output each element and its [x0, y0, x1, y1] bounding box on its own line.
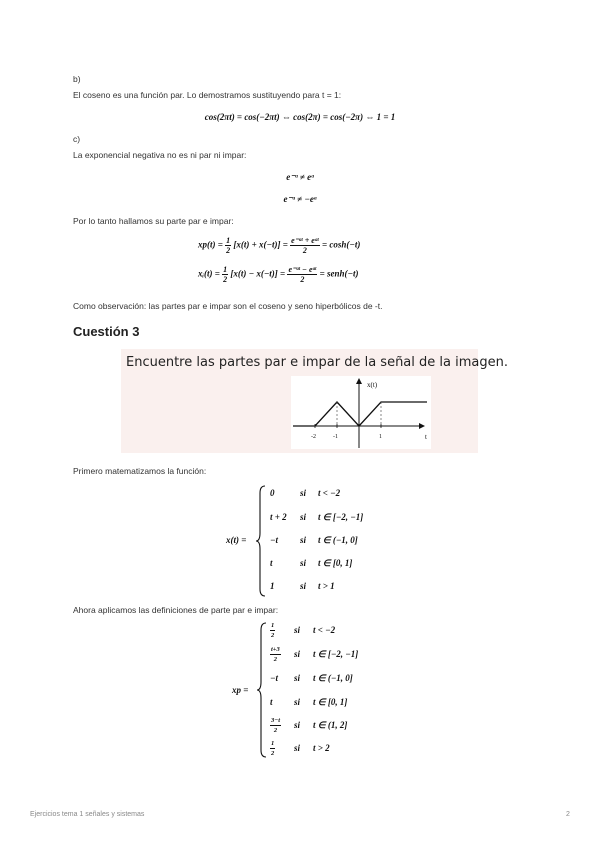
section-c-text: La exponencial negativa no es ni par ni impar:	[73, 150, 247, 160]
xp-case-cond: t ∈ (−1, 0]	[313, 673, 353, 683]
xp-case-si: si	[294, 673, 301, 683]
x-axis-arrow	[356, 378, 362, 384]
xp-fraction: $\frac{\text{e⁻ᵅᵗ + eᵅᵗ}}{2}$	[291, 236, 319, 255]
xp-formula	[198, 236, 360, 255]
x-case-value: −t	[270, 535, 278, 545]
xp-piecewise-lhs: xp =	[232, 685, 249, 695]
x-case-value: t	[270, 558, 273, 568]
xi-bracket: [x(t) − x(−t)] =	[230, 268, 286, 279]
section-b-text: El coseno es una función par. Lo demostramos sustituyendo para t = 1:	[73, 90, 342, 100]
cuestion3-text1: Primero matematizamos la función:	[73, 466, 207, 476]
x-case-si: si	[300, 558, 307, 568]
xp-case-value: $\frac{1}{2}$	[271, 622, 275, 639]
xp-case-si: si	[294, 743, 301, 753]
xp-case-cond: t > 2	[313, 743, 330, 753]
xp-rhs: = cosh(−t)	[322, 239, 361, 250]
x-case-si: si	[300, 512, 307, 522]
x-case-value: 0	[270, 488, 275, 498]
xp-case-cond: t < −2	[313, 625, 336, 635]
t-axis-arrow	[419, 423, 425, 429]
x-case-value: t + 2	[270, 512, 287, 522]
cosine-even-formula: cos(2πt) = cos(−2πt) ⇔ cos(2π) = cos(−2π) ⇔ 1 = 1	[204, 112, 396, 122]
one-half-fraction: $\frac{1}{2}$	[223, 265, 228, 284]
xi-lhs: xᵢ(t) =	[198, 268, 220, 279]
xp-brace	[257, 622, 267, 758]
xp-case-value: $\frac{3-t}{2}$	[271, 717, 280, 734]
xlabel: t	[425, 433, 427, 441]
xp-case-si: si	[294, 649, 301, 659]
x-case-si: si	[300, 581, 307, 591]
observation-text: Como observación: las partes par e impar son el coseno y seno hiperbólicos de -t.	[73, 301, 383, 311]
cuestion3-text2: Ahora aplicamos las definiciones de parte par e impar:	[73, 605, 279, 615]
xp-case-value: $\frac{1}{2}$	[271, 740, 275, 757]
section-c-label: c)	[73, 134, 81, 144]
tick-label-minus-2: -2	[311, 434, 316, 440]
x-case-si: si	[300, 488, 307, 498]
signal-plot-svg	[291, 376, 431, 449]
xp-case-value: $\frac{t+3}{2}$	[271, 646, 280, 663]
xp-case-cond: t ∈ [0, 1]	[313, 697, 348, 707]
x-case-cond: t ∈ [0, 1]	[318, 558, 353, 568]
x-case-cond: t < −2	[318, 488, 341, 498]
tick-label-plus-1: 1	[379, 434, 382, 440]
x-case-cond: t > 1	[318, 581, 335, 591]
page-number: 2	[566, 811, 570, 818]
xp-case-si: si	[294, 625, 301, 635]
xp-case-si: si	[294, 720, 301, 730]
signal-image	[121, 349, 508, 453]
xp-lhs: xp(t) =	[198, 239, 223, 250]
footer-title: Ejercicios tema 1 señales y sistemas	[30, 811, 145, 818]
xp-case-cond: t ∈ [−2, −1]	[313, 649, 359, 659]
xi-rhs: = senh(−t)	[319, 268, 359, 279]
xp-case-value: −t	[270, 673, 278, 683]
exp-not-even-formula: e⁻ᵅ ≠ eᵅ	[286, 172, 314, 182]
x-case-cond: t ∈ [−2, −1]	[318, 512, 364, 522]
xi-formula	[198, 265, 359, 284]
x-lhs: x(t) =	[226, 535, 247, 545]
x-brace	[256, 485, 266, 597]
xi-fraction: $\frac{\text{e⁻ᵅᵗ − eᵅᵗ}}{2}$	[288, 265, 317, 284]
ylabel: x(t)	[367, 381, 378, 389]
x-case-value: 1	[270, 581, 275, 591]
xp-case-cond: t ∈ (1, 2]	[313, 720, 348, 730]
cuestion-3-heading: Cuestión 3	[73, 324, 140, 339]
signal-plot	[291, 376, 431, 449]
tick-label-minus-1: -1	[333, 434, 338, 440]
one-half-fraction: $\frac{1}{2}$	[226, 236, 231, 255]
image-title: Encuentre las partes par e impar de la señal de la imagen.	[126, 355, 508, 370]
signal-line	[293, 402, 427, 426]
xp-case-value: t	[270, 697, 273, 707]
section-b-label: b)	[73, 74, 81, 84]
x-case-cond: t ∈ (−1, 0]	[318, 535, 358, 545]
section-c-text2: Por lo tanto hallamos su parte par e impar:	[73, 216, 234, 226]
xp-bracket: [x(t) + x(−t)] =	[233, 239, 288, 250]
xp-case-si: si	[294, 697, 301, 707]
exp-not-odd-formula: e⁻ᵅ ≠ −eᵅ	[283, 194, 317, 204]
x-case-si: si	[300, 535, 307, 545]
